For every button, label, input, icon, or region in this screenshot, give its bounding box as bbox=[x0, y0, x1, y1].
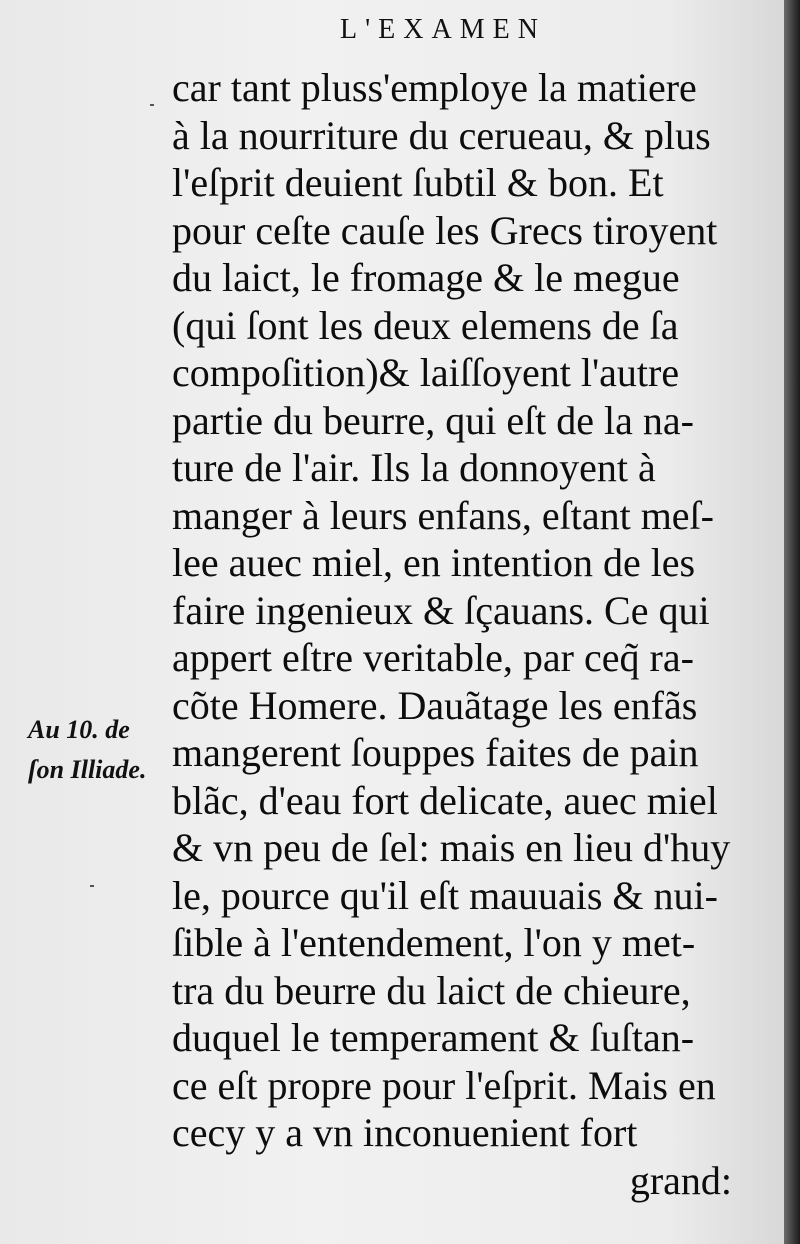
text-line: compoſition)& laiſſoyent l'autre bbox=[172, 350, 680, 395]
text-line: du laict, le fromage & le megue bbox=[172, 255, 680, 300]
body-text bbox=[172, 64, 732, 1204]
text-line: pour ceſte cauſe les Grecs tiroyent bbox=[172, 207, 718, 253]
text-line: ſible à l'entendement, l'on y met- bbox=[172, 920, 696, 965]
running-head: L'EXAMEN bbox=[340, 14, 546, 45]
text-line: ce eſt propre pour l'eſprit. Mais en bbox=[172, 1062, 716, 1108]
text-line: l'eſprit deuient ſubtil & bon. Et bbox=[172, 160, 664, 205]
text-line: appert eſtre veritable, par ceq̃ ra- bbox=[172, 635, 694, 680]
text-line: car tant pluss'employe la matiere bbox=[172, 65, 697, 110]
text-line: à la nourriture du cerueau, & plus bbox=[172, 112, 711, 158]
show-through-bleed bbox=[150, 10, 163, 56]
margin-note-line: Au 10. de bbox=[28, 715, 130, 744]
text-line: lee auec miel, en intention de les bbox=[172, 540, 696, 585]
page-edge-shadow bbox=[784, 0, 800, 1244]
text-line: (qui ſont les deux elemens de ſa bbox=[172, 302, 679, 348]
text-line: partie du beurre, qui eſt de la na- bbox=[172, 397, 694, 443]
text-line: ture de l'air. Ils la donnoyent à bbox=[172, 445, 656, 490]
text-line: le, pource qu'il eſt mauuais & nui- bbox=[172, 872, 718, 918]
text-line: faire ingenieux & ſçauans. Ce qui bbox=[172, 587, 710, 633]
text-line: cecy y a vn inconuenient fort bbox=[172, 1110, 638, 1155]
ink-speck bbox=[90, 885, 94, 887]
margin-note-line: ſon Illiade. bbox=[28, 755, 147, 784]
text-line: mangerent ſouppes faites de pain bbox=[172, 730, 699, 775]
text-line: cõte Homere. Dauãtage les enfãs bbox=[172, 682, 698, 728]
text-line: & vn peu de ſel: mais en lieu d'huy bbox=[172, 825, 731, 870]
text-line: manger à leurs enfans, eſtant meſ- bbox=[172, 492, 714, 538]
text-line: tra du beurre du laict de chieure, bbox=[172, 967, 691, 1013]
margin-note bbox=[28, 710, 168, 790]
catchword: grand: bbox=[629, 1157, 732, 1203]
text-line: duquel le temperament & ſuſtan- bbox=[172, 1015, 695, 1060]
text-line: blãc, d'eau fort delicate, auec miel bbox=[172, 777, 718, 823]
ink-speck bbox=[150, 104, 154, 106]
